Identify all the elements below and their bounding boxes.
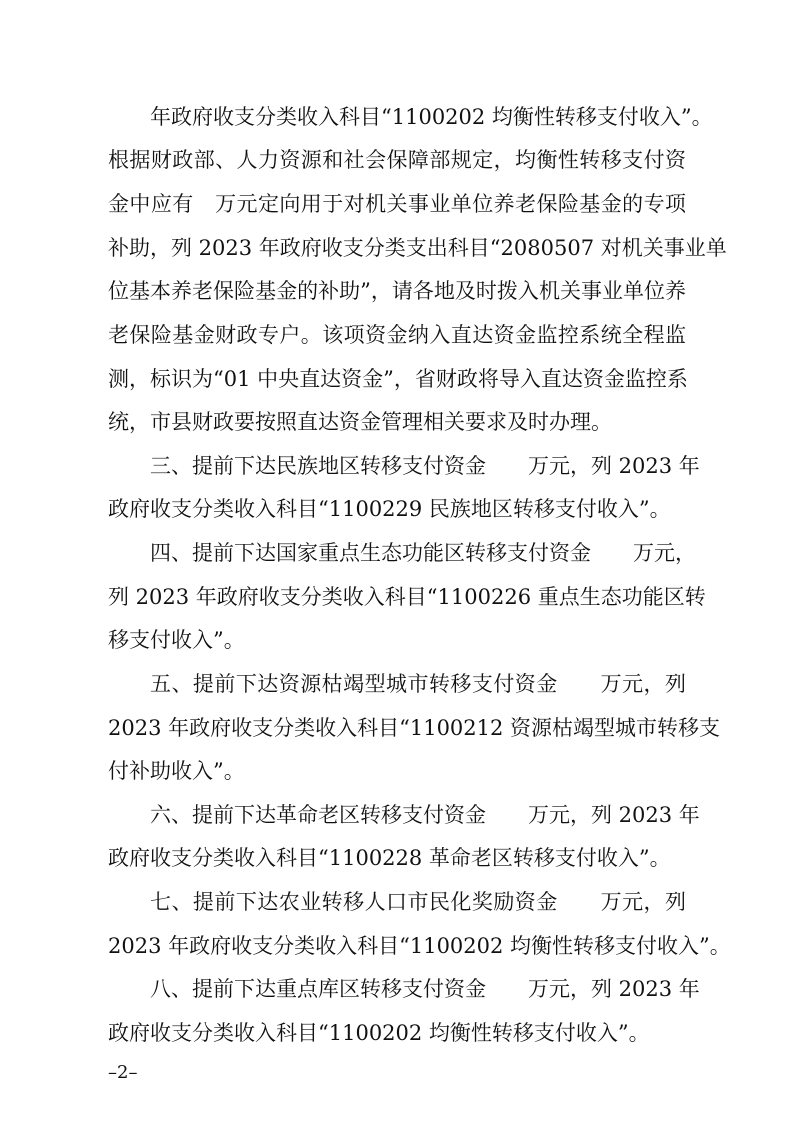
page-number: –2– (108, 1062, 138, 1083)
text-line: 列 2023 年政府收支分类收入科目“1100226 重点生态功能区转 (108, 585, 706, 609)
text-line: 测，标识为“01 中央直达资金”，省财政将导入直达资金监控系 (108, 367, 688, 391)
paragraph-start-line: 八、提前下达重点库区转移支付资金 万元，列 2023 年 (150, 977, 700, 1001)
text-line: 统，市县财政要按照直达资金管理相关要求及时办理。 (108, 410, 612, 434)
text-line: 政府收支分类收入科目“1100202 均衡性转移支付收入”。 (108, 1021, 650, 1045)
text-line: 根据财政部、人力资源和社会保障部规定，均衡性转移支付资 (108, 148, 686, 172)
paragraph-start-line: 六、提前下达革命老区转移支付资金 万元，列 2023 年 (150, 803, 700, 827)
text-line: 年政府收支分类收入科目“1100202 均衡性转移支付收入”。 (150, 105, 713, 129)
text-line: 政府收支分类收入科目“1100229 民族地区转移支付收入”。 (108, 497, 671, 521)
paragraph-start-line: 四、提前下达国家重点生态功能区转移支付资金 万元， (150, 541, 696, 565)
text-line: 补助，列 2023 年政府收支分类支出科目“2080507 对机关事业单 (108, 236, 727, 260)
text-line: 2023 年政府收支分类收入科目“1100202 均衡性转移支付收入”。 (108, 934, 731, 958)
text-line: 移支付收入”。 (108, 628, 245, 652)
text-line: 金中应有 万元定向用于对机关事业单位养老保险基金的专项 (108, 192, 686, 216)
text-line: 位基本养老保险基金的补助”，请各地及时拨入机关事业单位养 (108, 279, 686, 303)
text-line: 政府收支分类收入科目“1100228 革命老区转移支付收入”。 (108, 846, 671, 870)
paragraph-start-line: 五、提前下达资源枯竭型城市转移支付资金 万元，列 (150, 672, 686, 696)
paragraph-start-line: 三、提前下达民族地区转移支付资金 万元，列 2023 年 (150, 454, 700, 478)
text-line: 付补助收入”。 (108, 759, 245, 783)
paragraph-start-line: 七、提前下达农业转移人口市民化奖励资金 万元，列 (150, 890, 686, 914)
text-line: 2023 年政府收支分类收入科目“1100212 资源枯竭型城市转移支 (108, 716, 721, 740)
text-line: 老保险基金财政专户。该项资金纳入直达资金监控系统全程监 (108, 323, 686, 347)
